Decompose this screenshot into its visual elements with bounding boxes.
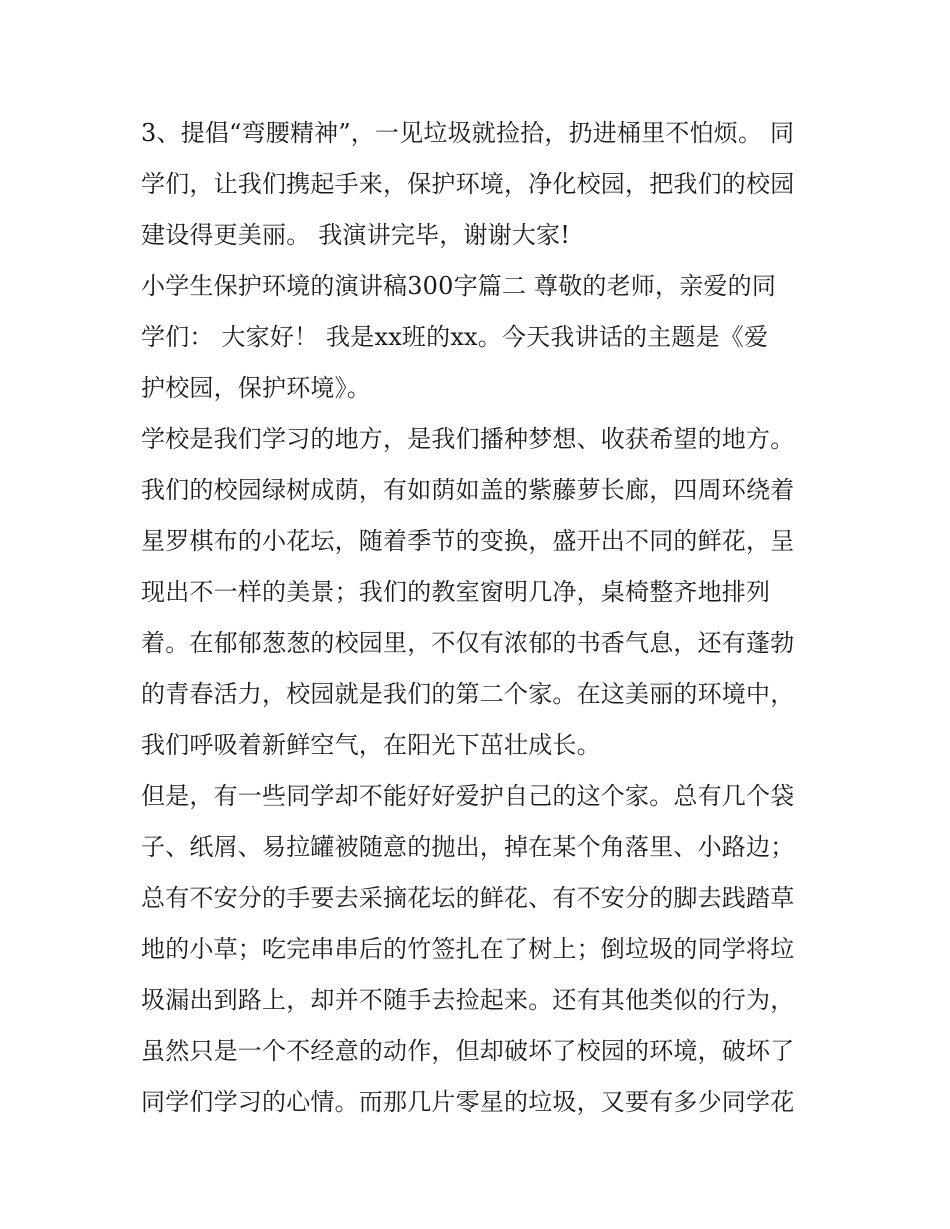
text-line: 星罗棋布的小花坛，随着季节的变换，盛开出不同的鲜花，呈 <box>141 527 795 555</box>
text-line: 现出不一样的美景；我们的教室窗明几净，桌椅整齐地排列 <box>141 578 771 606</box>
text-line: 圾漏出到路上，却并不随手去捡起来。还有其他类似的行为， <box>141 986 795 1014</box>
text-line: 学校是我们学习的地方，是我们播种梦想、收获希望的地方。 <box>141 425 795 453</box>
text-line: 护校园，保护环境》。 <box>141 374 371 402</box>
text-line: 我们的校园绿树成荫，有如荫如盖的紫藤萝长廊，四周环绕着 <box>141 476 795 504</box>
text-line: 建设得更美丽。 我演讲完毕，谢谢大家! <box>141 221 571 249</box>
text-line: 3、提倡“弯腰精神”，一见垃圾就捡拾，扔进桶里不怕烦。 同 <box>141 119 795 147</box>
text-line: 子、纸屑、易拉罐被随意的抛出，掉在某个角落里、小路边； <box>141 833 795 861</box>
text-line: 的青春活力，校园就是我们的第二个家。在这美丽的环境中， <box>141 680 795 708</box>
document-body <box>141 108 816 1128</box>
text-line: 学们，让我们携起手来，保护环境，净化校园，把我们的校园 <box>141 170 795 198</box>
text-line: 学们： 大家好！ 我是xx班的xx。今天我讲话的主题是《爱 <box>141 323 769 351</box>
text-line: 但是，有一些同学却不能好好爱护自己的这个家。总有几个袋 <box>141 782 795 810</box>
text-line: 地的小草；吃完串串后的竹签扎在了树上；倒垃圾的同学将垃 <box>141 935 795 963</box>
text-line: 我们呼吸着新鲜空气，在阳光下茁壮成长。 <box>141 731 601 759</box>
text-line: 虽然只是一个不经意的动作，但却破坏了校园的环境，破坏了 <box>141 1037 795 1065</box>
text-line: 小学生保护环境的演讲稿300字篇二 尊敬的老师，亲爱的同 <box>141 272 777 300</box>
text-line: 同学们学习的心情。而那几片零星的垃圾，又要有多少同学花 <box>141 1088 795 1116</box>
text-line: 总有不安分的手要去采摘花坛的鲜花、有不安分的脚去践踏草 <box>141 884 795 912</box>
text-line: 着。在郁郁葱葱的校园里，不仅有浓郁的书香气息，还有蓬勃 <box>141 629 795 657</box>
